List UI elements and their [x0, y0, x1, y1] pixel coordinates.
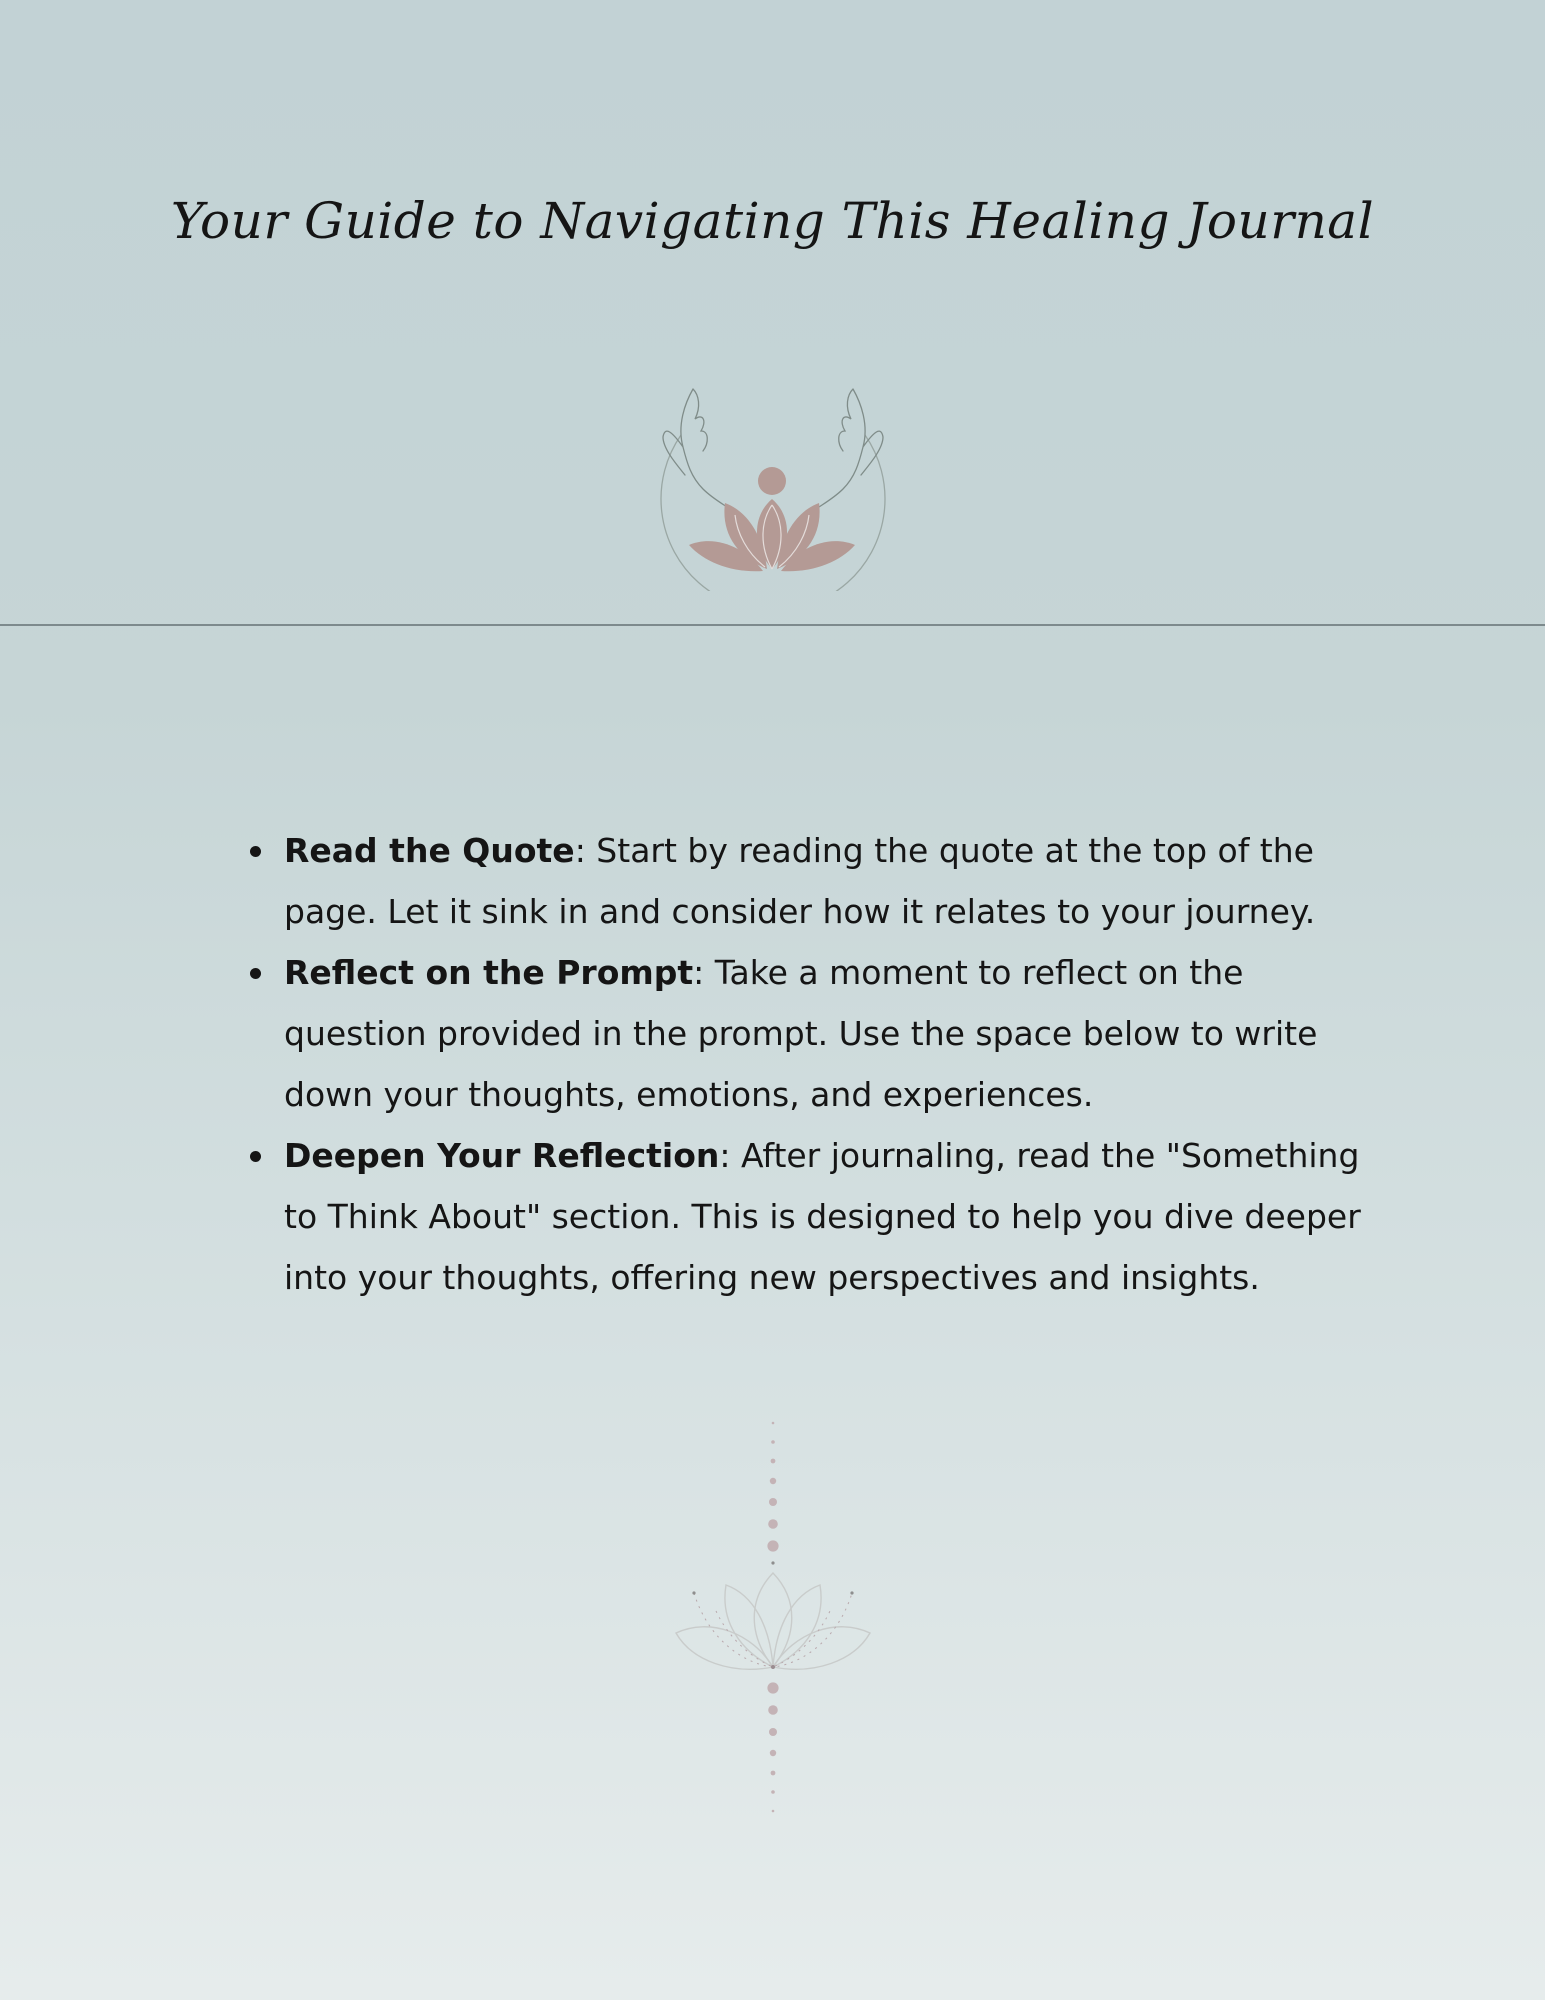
instruction-term: Deepen Your Reflection	[284, 1136, 720, 1175]
instructions-list	[248, 820, 1364, 1308]
instruction-separator: :	[693, 953, 705, 992]
page-title: Your Guide to Navigating This Healing Journal	[170, 192, 1375, 250]
instruction-separator: :	[719, 1136, 731, 1175]
list-item	[284, 820, 1364, 942]
instruction-term: Reflect on the Prompt	[284, 953, 694, 992]
list-item	[284, 942, 1364, 1125]
list-item	[284, 1125, 1364, 1308]
instruction-separator: :	[574, 831, 586, 870]
section-divider	[0, 624, 1545, 626]
instruction-text: Start by reading the quote at the top of the page. Let it sink in and consider how it relates to your journey.	[284, 831, 1316, 931]
instruction-text: Take a moment to reflect on the question provided in the prompt. Use the space below to write down your thoughts, emotions, and experiences.	[284, 953, 1318, 1114]
instruction-term: Read the Quote	[284, 831, 575, 870]
instruction-text: After journaling, read the "Something to Think About" section. This is designed to help you dive deeper into your thoughts, offering new perspectives and insights.	[284, 1136, 1361, 1297]
bullet-dot-icon	[250, 846, 261, 857]
lotus-dotted-line-icon	[670, 1415, 875, 1825]
bullet-dot-icon	[250, 968, 261, 979]
hands-holding-lotus-icon	[655, 385, 891, 591]
bullet-dot-icon	[250, 1151, 261, 1162]
